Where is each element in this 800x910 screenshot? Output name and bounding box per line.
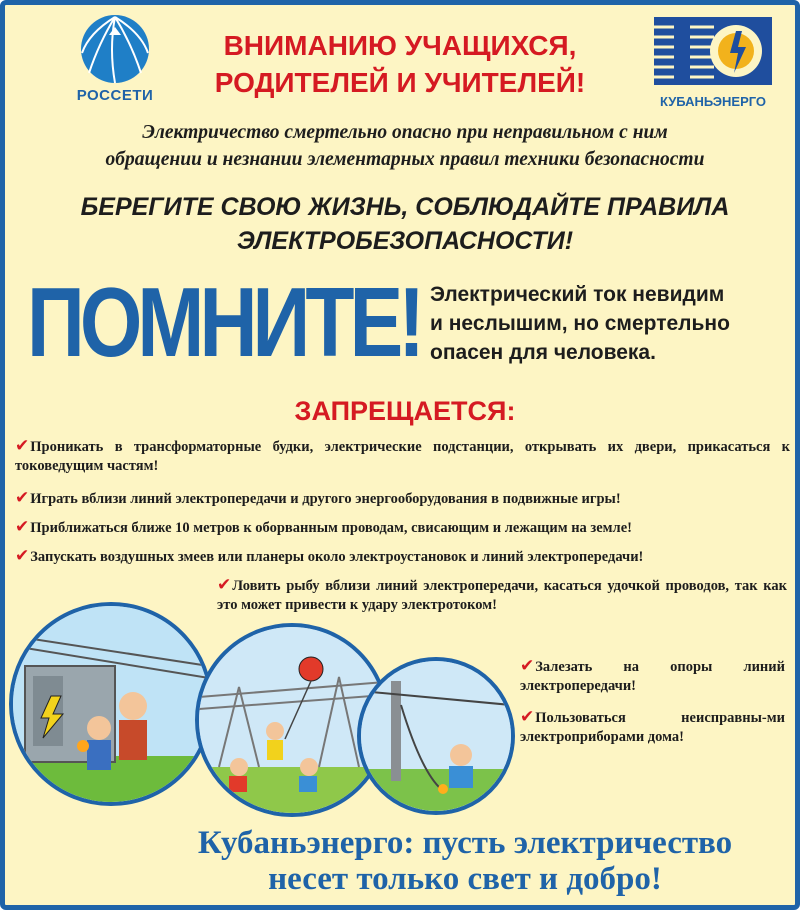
footer-slogan — [145, 825, 785, 897]
checkmark-icon: ✔ — [15, 436, 30, 456]
intro-line-2: обращении и незнании элементарных правил техники безопасности — [105, 149, 705, 170]
footer-line-2: несет только свет и добро! — [268, 861, 662, 897]
rule-item — [15, 489, 790, 509]
remember-word: ПОМНИТЕ! — [27, 267, 421, 377]
rule-text: Пользоваться неисправны-ми электроприборами дома! — [520, 710, 785, 745]
slogan-line-2: ЭЛЕКТРОБЕЗОПАСНОСТИ! — [236, 227, 574, 255]
poster-heading — [175, 27, 625, 101]
slogan-text — [25, 190, 785, 258]
checkmark-icon: ✔ — [520, 656, 535, 676]
remember-text — [430, 280, 790, 367]
rosseti-logo-icon — [79, 13, 151, 85]
intro-line-1: Электричество смертельно опасно при неправильном с ним — [142, 122, 668, 143]
illustration-substation — [9, 602, 213, 806]
rule-item — [15, 547, 790, 567]
rule-item — [217, 576, 787, 615]
rule-item — [520, 657, 785, 696]
illustration-wire — [357, 657, 515, 815]
checkmark-icon: ✔ — [217, 575, 232, 595]
heading-line-1: ВНИМАНИЮ УЧАЩИХСЯ, — [223, 30, 577, 61]
slogan-line-1: БЕРЕГИТЕ СВОЮ ЖИЗНЬ, СОБЛЮДАЙТЕ ПРАВИЛА — [80, 193, 730, 221]
checkmark-icon: ✔ — [15, 517, 30, 537]
checkmark-icon: ✔ — [15, 488, 30, 508]
rule-item — [15, 518, 790, 538]
rule-text: Приближаться ближе 10 метров к оборванным проводам, свисающим и лежащим на земле! — [30, 520, 632, 536]
remember-line-3: опасен для человека. — [430, 341, 656, 364]
kubanenergo-logo-icon — [654, 17, 772, 85]
rule-item — [15, 437, 790, 476]
rule-text: Запускать воздушных змеев или планеры около электроустановок и линий электропередачи! — [30, 549, 644, 565]
footer-line-1: Кубаньэнерго: пусть электричество — [197, 825, 733, 861]
checkmark-icon: ✔ — [15, 546, 30, 566]
remember-line-2: и неслышим, но смертельно — [430, 312, 730, 335]
heading-line-2: РОДИТЕЛЕЙ И УЧИТЕЛЕЙ! — [214, 67, 586, 98]
rule-text: Залезать на опоры линий электропередачи! — [520, 659, 785, 694]
checkmark-icon: ✔ — [520, 707, 535, 727]
rule-text: Играть вблизи линий электропередачи и другого энергооборудования в подвижные игры! — [30, 491, 621, 507]
remember-line-1: Электрический ток невидим — [430, 283, 725, 306]
rule-item — [520, 708, 785, 747]
rosseti-brand-label: РОССЕТИ — [76, 87, 154, 104]
kubanenergo-logo — [650, 17, 776, 113]
kubanenergo-brand-label: КУБАНЬЭНЕРГО — [659, 94, 767, 109]
rule-text: Ловить рыбу вблизи линий электропередачи, касаться удочкой проводов, так как это может привести к удару электротоком! — [217, 578, 787, 613]
forbidden-title: ЗАПРЕЩАЕТСЯ: — [294, 396, 516, 426]
intro-text — [25, 119, 785, 173]
rule-text: Проникать в трансформаторные будки, электрические подстанции, открывать их двери, прикасаться к токоведущим частям! — [15, 439, 790, 474]
rosseti-logo — [65, 13, 165, 113]
